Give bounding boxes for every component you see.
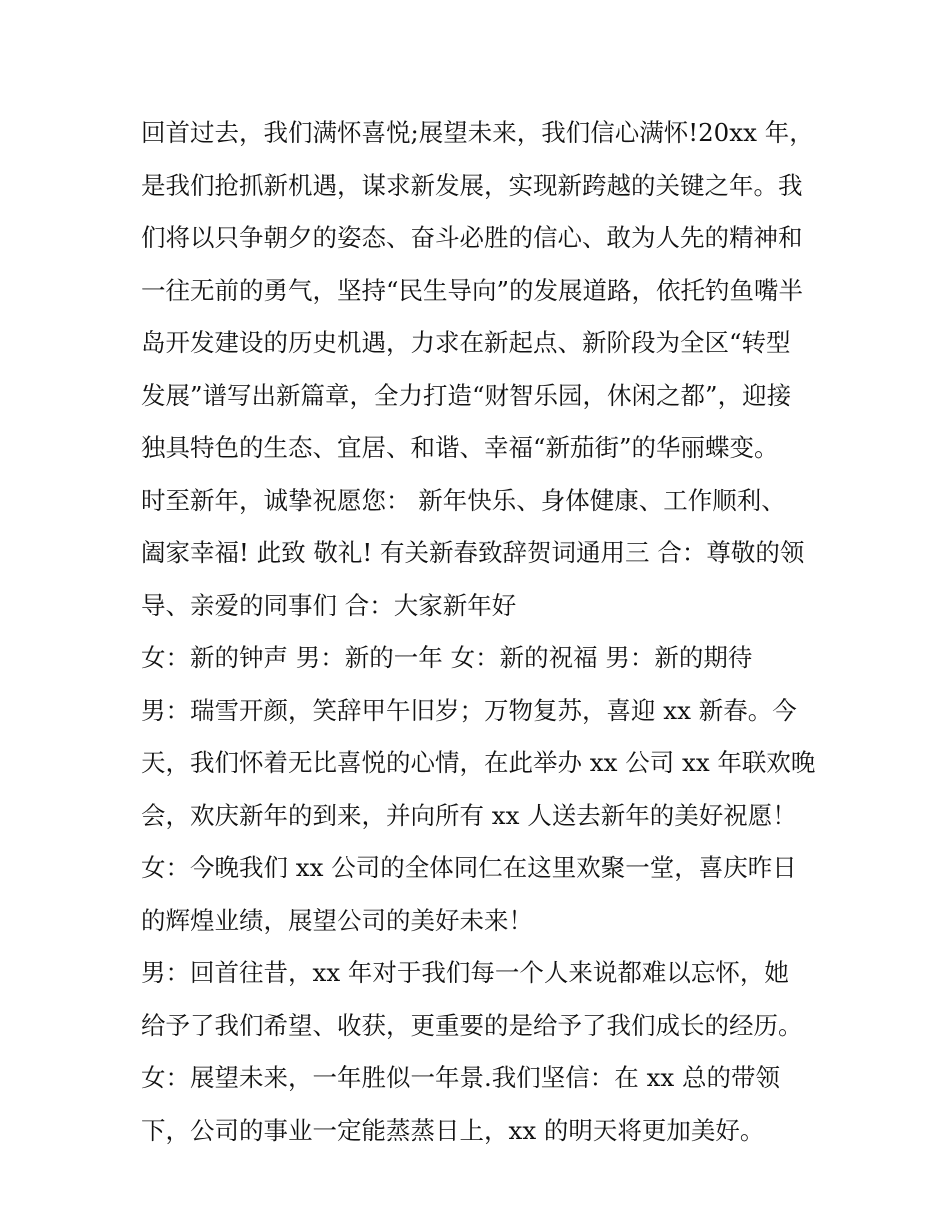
body-text (141, 107, 831, 1157)
text-line: 一往无前的勇气，坚持“民生导向”的发展道路，依托钓鱼嘴半 (141, 275, 804, 305)
text-line: 天，我们怀着无比喜悦的心情，在此举办 xx 公司 xx 年联欢晚 (141, 748, 816, 777)
text-line: 阖家幸福! 此致 敬礼! 有关新春致辞贺词通用三 合：尊敬的领 (141, 538, 805, 567)
text-line: 时至新年，诚挚祝愿您： 新年快乐、身体健康、工作顺利、 (141, 485, 786, 515)
text-line: 女：新的钟声 男：新的一年 女：新的祝福 男：新的期待 (141, 643, 753, 672)
text-line: 们将以只争朝夕的姿态、奋斗必胜的信心、敢为人先的精神和 (141, 223, 803, 252)
text-line: 女：今晚我们 xx 公司的全体同仁在这里欢聚一堂，喜庆昨日 (141, 853, 797, 882)
text-line: 发展”谱写出新篇章，全力打造“财智乐园，休闲之都”，迎接 (141, 380, 792, 410)
text-line: 独具特色的生态、宜居、和谐、幸福“新茄街”的华丽蝶变。 (141, 433, 779, 462)
text-line: 下，公司的事业一定能蒸蒸日上，xx 的明天将更加美好。 (141, 1115, 765, 1145)
text-line: 会，欢庆新年的到来，并向所有 xx 人送去新年的美好祝愿！ (141, 800, 797, 830)
text-line: 是我们抢抓新机遇，谋求新发展，实现新跨越的关键之年。我 (141, 170, 803, 200)
text-line: 给予了我们希望、收获，更重要的是给予了我们成长的经历。 (141, 1010, 803, 1040)
text-line: 回首过去，我们满怀喜悦;展望未来，我们信心满怀!20xx 年， (141, 118, 814, 147)
text-line: 导、亲爱的同事们 合：大家新年好 (141, 590, 517, 620)
text-line: 女：展望未来，一年胜似一年景.我们坚信：在 xx 总的带领 (141, 1063, 780, 1092)
text-line: 男：回首往昔，xx 年对于我们每一个人来说都难以忘怀，她 (141, 958, 789, 987)
text-line: 男：瑞雪开颜，笑辞甲午旧岁；万物复苏，喜迎 xx 新春。今 (141, 695, 797, 725)
text-line: 岛开发建设的历史机遇，力求在新起点、新阶段为全区“转型 (141, 328, 791, 357)
text-line: 的辉煌业绩，展望公司的美好未来！ (141, 905, 533, 935)
